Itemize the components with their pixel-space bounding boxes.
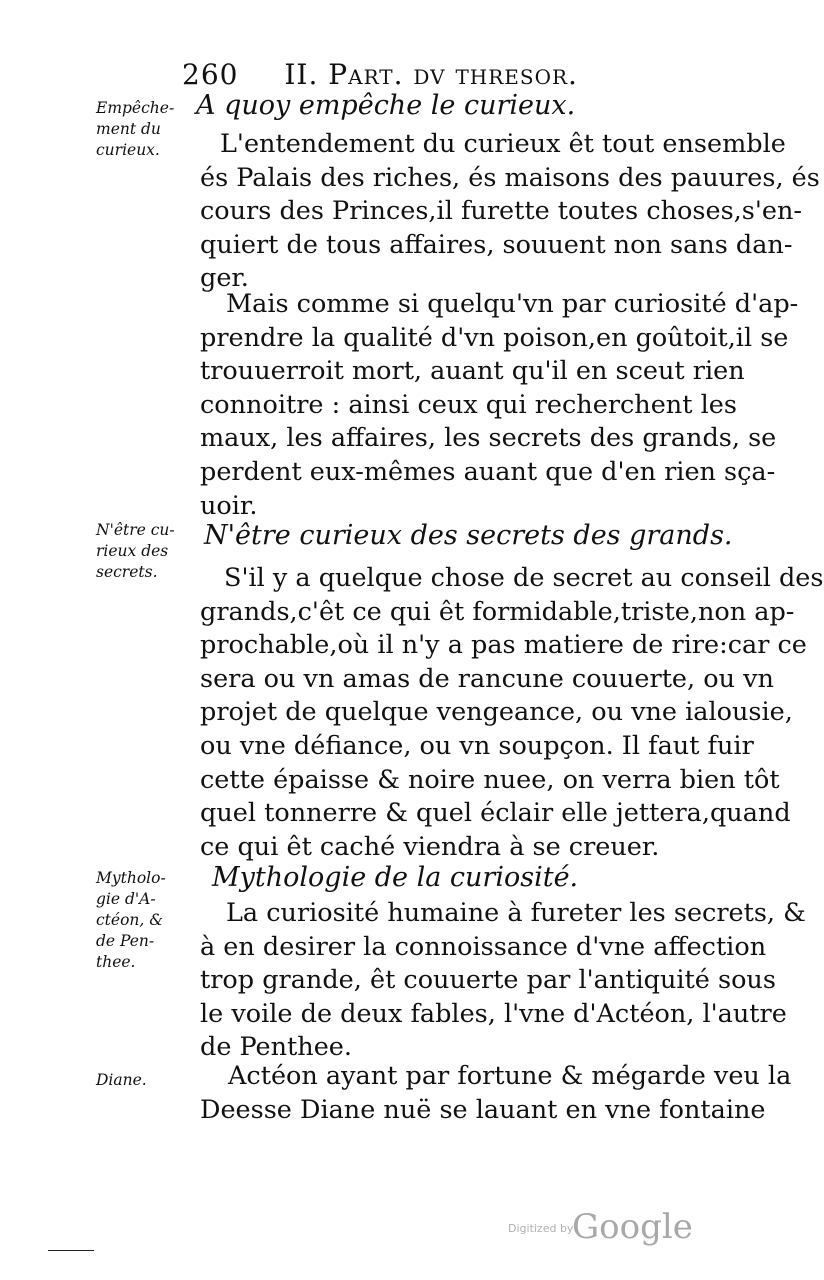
text-line: projet de quelque vengeance, ou vne ialousie,: [200, 697, 793, 728]
paragraph: [200, 562, 824, 864]
margin-note-line: ment du: [96, 120, 161, 138]
text-line: prendre la qualité d'vn poison,en goûtoit,il se: [200, 322, 789, 353]
paragraph: [200, 288, 799, 523]
text-line: La curiosité humaine à fureter les secrets, &: [226, 898, 806, 928]
margin-note-line: ctéon, &: [96, 911, 164, 929]
text-line: trouuerroit mort, auant qu'il en sceut rien: [200, 356, 745, 387]
google-watermark: Google: [572, 1207, 693, 1247]
text-line: cours des Princes,il furette toutes choses,s'en-: [200, 196, 802, 227]
margin-note-secrets: [96, 520, 196, 583]
text-line: ou vne défiance, ou vn soupçon. Il faut fuir: [200, 730, 754, 761]
text-line: Deesse Diane nuë se lauant en vne fontaine: [200, 1094, 766, 1125]
text-line: quiert de tous affaires, souuent non sans dan-: [200, 229, 793, 260]
paragraph: [200, 1060, 792, 1127]
text-line: L'entendement du curieux êt tout ensemble: [220, 129, 786, 159]
text-line: de Penthee.: [200, 1032, 353, 1063]
text-line: ger.: [200, 263, 249, 294]
text-line: cette épaisse & noire nuee, on verra bien tôt: [200, 764, 780, 795]
margin-note-line: rieux des: [96, 542, 169, 560]
text-line: Actéon ayant par fortune & mégarde veu la: [228, 1061, 792, 1091]
margin-note-line: Diane.: [96, 1071, 147, 1089]
margin-note-line: N'être cu-: [96, 521, 175, 539]
margin-note-line: thee.: [96, 953, 136, 971]
text-line: Mais comme si quelqu'vn par curiosité d'ap-: [226, 289, 799, 319]
page-number: 260: [182, 58, 239, 91]
paragraph: [200, 897, 806, 1065]
section-heading: N'être curieux des secrets des grands.: [204, 520, 733, 551]
running-header: [182, 58, 662, 91]
text-line: uoir.: [200, 490, 258, 521]
text-line: trop grande, êt couuerte par l'antiquité sous: [200, 965, 776, 996]
margin-note-mythologie: [96, 868, 196, 973]
footer-rule: [48, 1250, 94, 1251]
margin-note-line: Mytholo-: [96, 869, 166, 887]
text-line: grands,c'êt ce qui êt formidable,triste,non ap-: [200, 596, 795, 627]
text-line: connoitre : ainsi ceux qui recherchent les: [200, 389, 737, 420]
text-line: S'il y a quelque chose de secret au conseil des: [224, 563, 824, 593]
margin-note-empechement: [96, 98, 196, 161]
margin-note-line: gie d'A-: [96, 890, 156, 908]
text-line: le voile de deux fables, l'vne d'Actéon, l'autre: [200, 998, 787, 1029]
text-line: quel tonnerre & quel éclair elle jettera,quand: [200, 798, 791, 829]
text-line: perdent eux-mêmes auant que d'en rien sça-: [200, 456, 776, 487]
margin-note-line: de Pen-: [96, 932, 155, 950]
section-heading: Mythologie de la curiosité.: [212, 862, 579, 893]
margin-note-line: secrets.: [96, 563, 158, 581]
paragraph: [200, 128, 820, 296]
text-line: prochable,où il n'y a pas matiere de rire:car ce: [200, 630, 807, 661]
running-title: II. Part. dv thresor.: [284, 58, 578, 91]
margin-note-line: curieux.: [96, 141, 160, 159]
text-line: à en desirer la connoissance d'vne affection: [200, 931, 767, 962]
text-line: maux, les affaires, les secrets des grands, se: [200, 423, 777, 454]
text-line: és Palais des riches, és maisons des pauures, és: [200, 162, 820, 193]
text-line: ce qui êt caché viendra à se creuer.: [200, 831, 660, 862]
text-line: sera ou vn amas de rancune couuerte, ou vn: [200, 663, 774, 694]
digitized-by-label: Digitized by: [508, 1222, 574, 1235]
margin-note-line: Empêche-: [96, 99, 175, 117]
margin-note-diane: [96, 1070, 196, 1091]
section-heading: A quoy empêche le curieux.: [196, 90, 576, 121]
